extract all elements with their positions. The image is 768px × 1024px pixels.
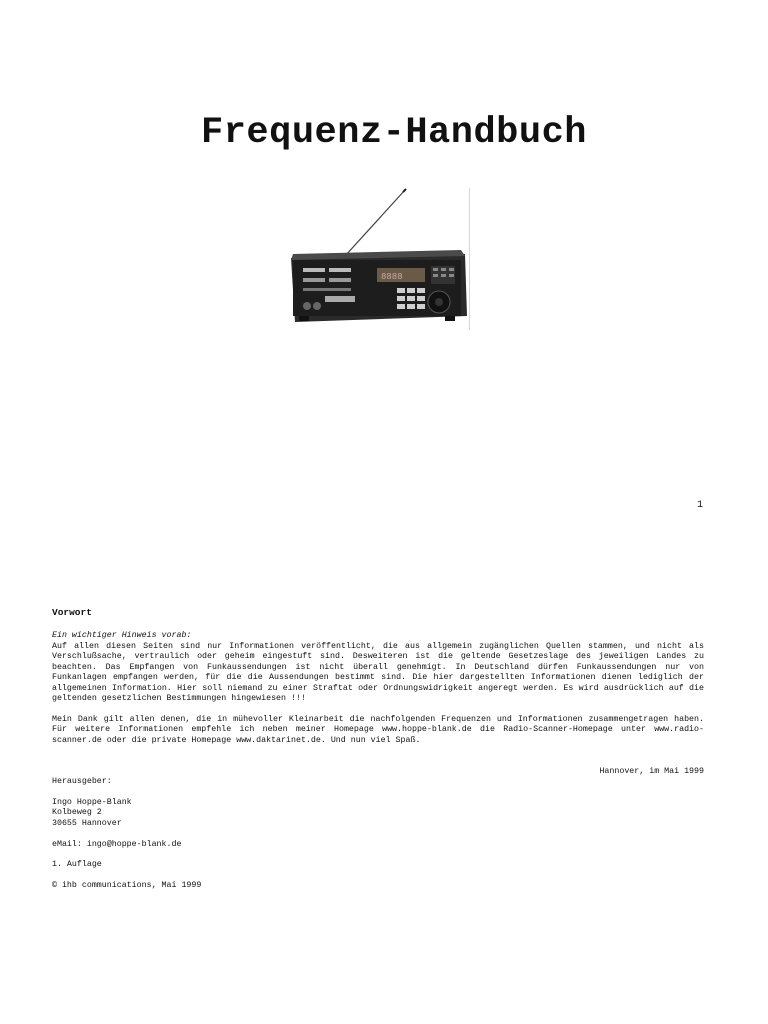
publisher-street: Kolbeweg 2: [52, 808, 102, 817]
publisher-label: Herausgeber:: [52, 777, 112, 786]
foreword-paragraph-1: Auf allen diesen Seiten sind nur Informationen veröffentlicht, die aus allgemein zugänglichen Quellen stammen, und nicht als Verschlußsache, vertraulich oder geheim eingestuft sind. Desweiteren ist die geltende Gesetzeslage des jeweiligen Landes zu beachten. Das Empfangen von Funkaussendungen ist nicht überall genehmigt. In Deutschland dürfen Funkaussendungen nur von Funkanlagen empfangen werden, für die die Aussendungen bestimmt sind. Die hier dargestellten Informationen dienen lediglich der allgemeinen Information. Hier soll niemand zu einer Straftat oder Ordnungswidrigkeit angeregt werden. Es wird ausdrücklich auf die geltenden gesetzlichen Bestimmungen hingewiesen !!!: [52, 642, 704, 704]
page-number: 1: [697, 500, 704, 511]
place-date: Hannover, im Mai 1999: [599, 767, 704, 776]
edition: 1. Auflage: [52, 860, 102, 869]
copyright: © ihb communications, Mai 1999: [52, 881, 202, 890]
image-border: [469, 188, 470, 330]
note-label: Ein wichtiger Hinweis vorab:: [52, 631, 192, 640]
document-title: Frequenz-Handbuch: [201, 112, 587, 154]
publisher-city: 30655 Hannover: [52, 819, 122, 828]
radio-scanner-photo: [285, 188, 470, 330]
foreword-paragraph-2: Mein Dank gilt allen denen, die in mühevoller Kleinarbeit die nachfolgenden Frequenzen und Informationen zusammengetragen haben. Für weitere Informationen empfehle ich neben meiner Homepage www.hoppe-blank.de die Radio-Scanner-Homepage unter www.radio-scanner.de oder die private Homepage www.daktarinet.de. Und nun viel Spaß.: [52, 715, 704, 745]
display-readout: 8888: [381, 272, 403, 282]
foreword-heading: Vorwort: [52, 607, 92, 618]
publisher-name: Ingo Hoppe-Blank: [52, 798, 132, 807]
publisher-email: eMail: ingo@hoppe-blank.de: [52, 840, 182, 849]
